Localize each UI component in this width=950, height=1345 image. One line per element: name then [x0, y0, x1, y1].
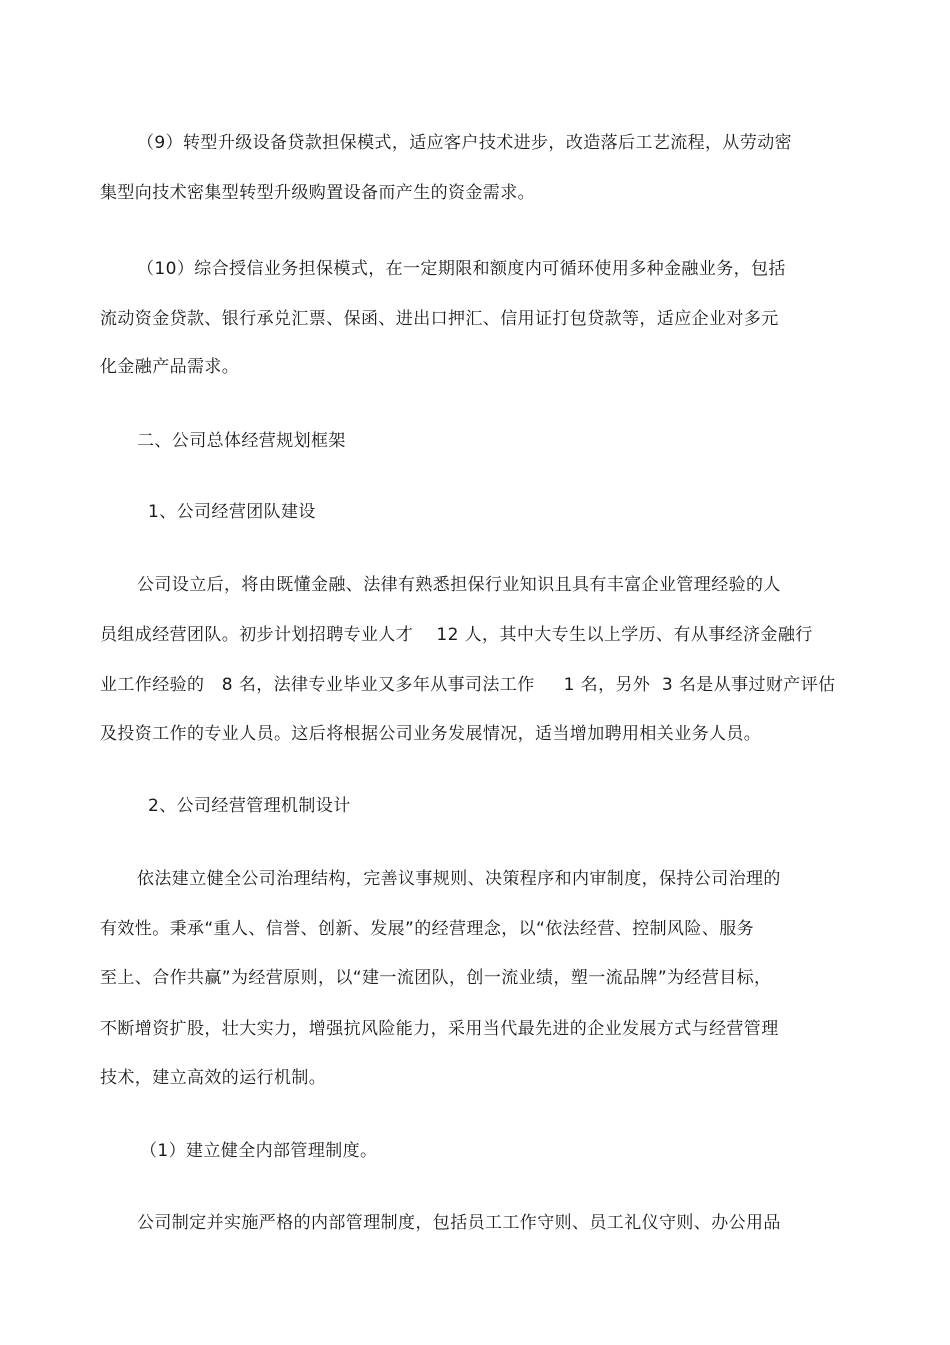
subsection-heading: 2、公司经营管理机制设计 [148, 796, 351, 816]
text-line: 有效性。秉承“重人、信誉、创新、发展”的经营理念，以“依法经营、控制风险、服务 [100, 919, 755, 939]
subsection-heading: 1、公司经营团队建设 [148, 502, 316, 522]
text-line: 集型向技术密集型转型升级购置设备而产生的资金需求。 [100, 183, 535, 203]
text-line: 依法建立健全公司治理结构，完善议事规则、决策程序和内审制度，保持公司治理的 [137, 869, 781, 889]
text-line: 及投资工作的专业人员。这后将根据公司业务发展情况，适当增加聘用相关业务人员。 [100, 724, 762, 744]
text-line: 不断增资扩股，壮大实力，增强抗风险能力，采用当代最先进的企业发展方式与经营管理 [100, 1019, 779, 1039]
text-line: （1）建立健全内部管理制度。 [140, 1141, 378, 1161]
text-line: 技术，建立高效的运行机制。 [100, 1068, 327, 1088]
text-line: 化金融产品需求。 [100, 357, 240, 377]
text-line: （9）转型升级设备贷款担保模式，适应客户技术进步，改造落后工艺流程，从劳动密 [137, 133, 793, 153]
text-line: 至上、合作共赢”为经营原则，以“建一流团队，创一流业绩，塑一流品牌”为经营目标， [100, 968, 772, 988]
text-line: 公司制定并实施严格的内部管理制度，包括员工工作守则、员工礼仪守则、办公用品 [137, 1213, 781, 1233]
section-heading: 二、公司总体经营规划框架 [137, 431, 346, 451]
text-line: 业工作经验的 8 名，法律专业毕业又多年从事司法工作 1 名，另外 3 名是从事过财产评估 [100, 675, 836, 695]
text-line: 流动资金贷款、银行承兑汇票、保函、进出口押汇、信用证打包贷款等，适应企业对多元 [100, 309, 779, 329]
text-line: （10）综合授信业务担保模式，在一定期限和额度内可循环使用多种金融业务，包括 [137, 259, 786, 279]
text-line: 员组成经营团队。初步计划招聘专业人才 12 人，其中大专生以上学历、有从事经济金融行 [100, 625, 813, 645]
text-line: 公司设立后，将由既懂金融、法律有熟悉担保行业知识且具有丰富企业管理经验的人 [137, 575, 781, 595]
